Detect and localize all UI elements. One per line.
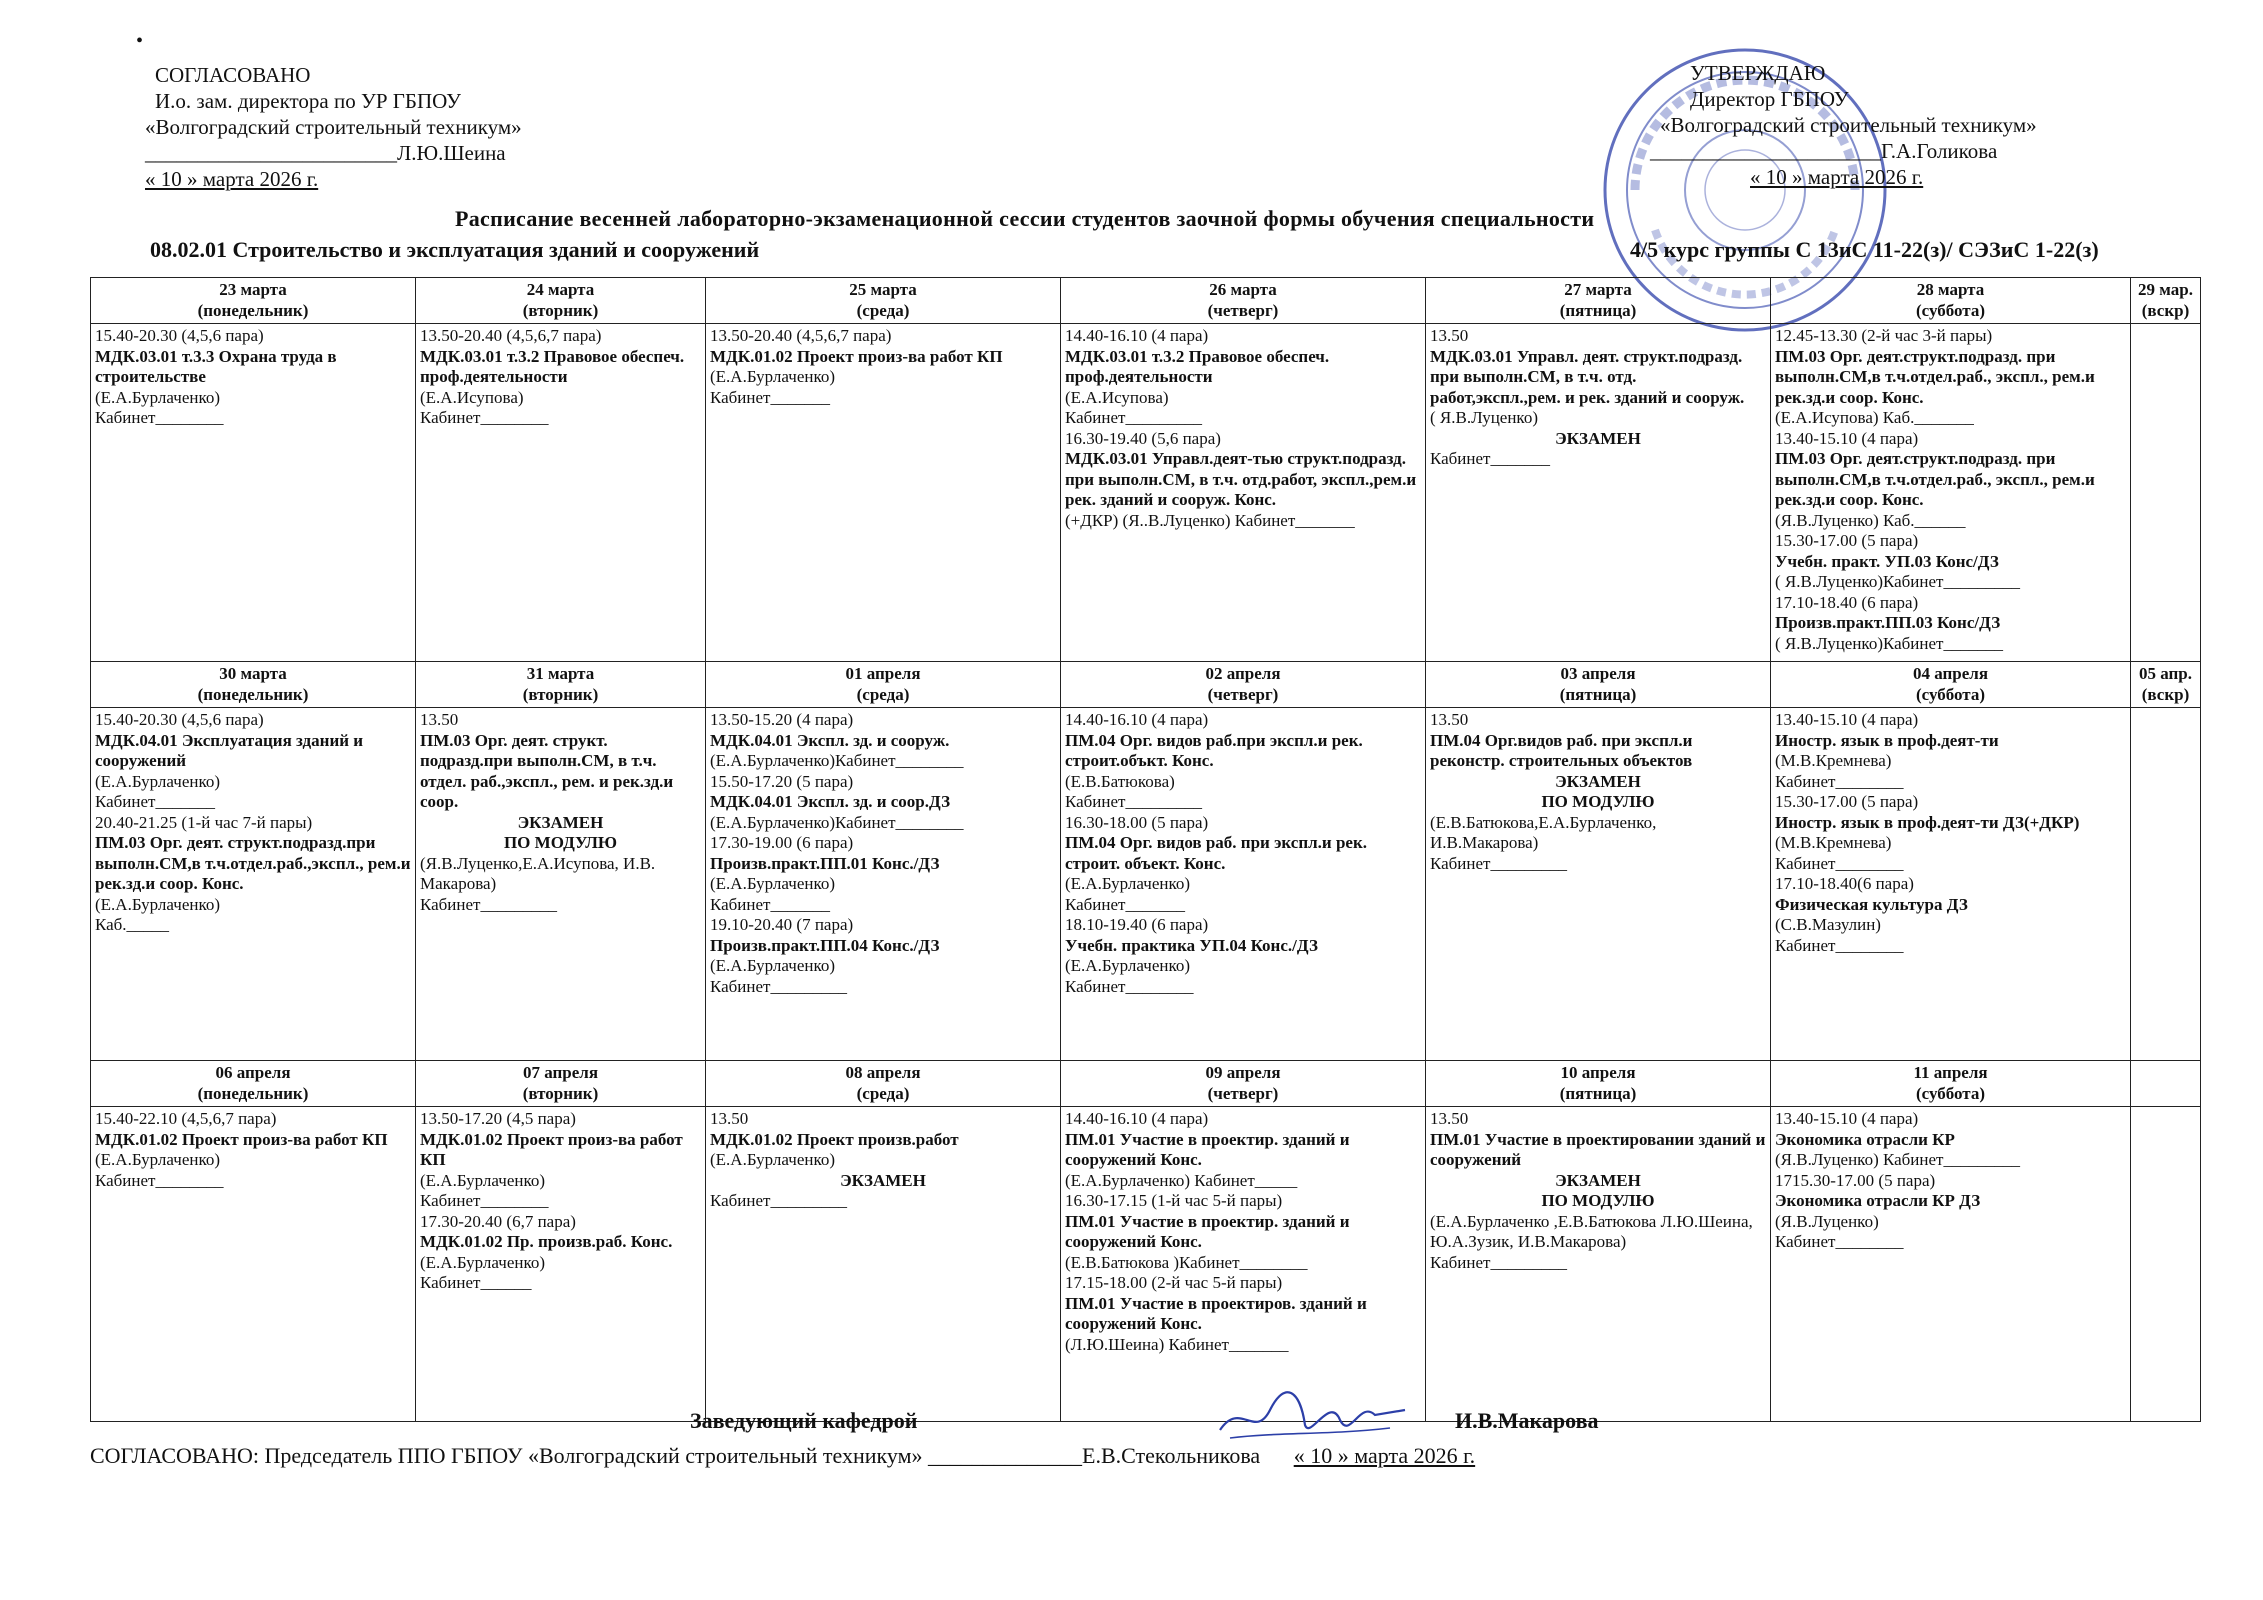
lesson-subject: МДК.04.01 Экспл. зд. и сооруж. (710, 730, 950, 750)
lesson-detail: (Е.А.Бурлаченко) (420, 1170, 546, 1190)
lesson-detail: Кабинет_______ (1430, 449, 1550, 468)
day-date: 23 марта (219, 280, 287, 299)
lesson-detail: Кабинет_______ (710, 387, 830, 407)
lesson-subject: МДК.03.01 Управл. деят. структ.подразд. при выполн.СМ, в т.ч. отд. работ,экспл.,рем. и рек. зданий и сооруж. (1430, 346, 1745, 407)
lesson-detail: Кабинет________ (420, 1191, 549, 1210)
lesson-detail: (Е.А.Исупова) Каб._______ (1775, 408, 1974, 427)
lesson-detail: 14.40-16.10 (4 пара) (1065, 1109, 1209, 1128)
day-schedule-cell (416, 1107, 706, 1422)
union-approval-text: СОГЛАСОВАНО: Председатель ППО ГБПОУ «Волгоградский строительный техникум» ______________Е.В.Стекольникова (90, 1443, 1261, 1468)
lesson-subject: МДК.03.01 Управл.деят-тью структ.подразд. при выполн.СМ, в т.ч. отд.работ, экспл.,рем.и рек. зданий и сооруж. Конс. (1065, 449, 1417, 509)
day-header (416, 1061, 706, 1107)
day-schedule-cell (1771, 324, 2131, 662)
lessons-row (91, 324, 2201, 662)
day-weekday: (среда) (856, 1083, 910, 1103)
lesson-subject: ПМ.03 Орг. деят. структ. подразд.при выполн.СМ, в т.ч. отдел. раб.,экспл., рем. и рек.зд.и соор. (420, 730, 674, 811)
day-weekday: (вскр) (2141, 684, 2190, 704)
lesson-detail: (Е.А.Бурлаченко) (420, 1252, 546, 1272)
lesson-detail: 12.45-13.30 (2-й час 3-й пары) (1775, 326, 1993, 345)
schedule-table (90, 277, 2201, 1422)
lesson-detail: Кабинет_________ (1065, 408, 1202, 427)
day-weekday: (пятница) (1559, 684, 1637, 704)
approval-right-line3: «Волгоградский строительный техникум» (1660, 113, 2037, 137)
day-date: 27 марта (1564, 280, 1632, 299)
head-of-department-name: И.В.Макарова (1455, 1408, 1599, 1433)
lesson-detail: 19.10-20.40 (7 пара) (710, 915, 854, 934)
lesson-detail: Кабинет______ (420, 1273, 532, 1292)
lesson-subject: МДК.04.01 Эксплуатация зданий и сооружений (95, 730, 364, 770)
lesson-detail: (М.В.Кремнева) (1775, 833, 1892, 852)
lesson-detail: 13.50 (1430, 326, 1469, 345)
approval-left-line4: ________________________Л.Ю.Шеина (145, 141, 506, 165)
exam-label: ПО МОДУЛЮ (1541, 792, 1655, 811)
day-date: 08 апреля (845, 1063, 921, 1082)
day-weekday: (вскр) (2141, 300, 2190, 320)
exam-label: ЭКЗАМЕН (840, 1170, 926, 1190)
lesson-detail: Кабинет________ (1775, 771, 1904, 791)
day-header (2131, 1061, 2201, 1107)
lesson-subject: Произв.практ.ПП.03 Конс/ДЗ (1775, 613, 2001, 632)
day-header (1771, 662, 2131, 708)
lesson-detail: 13.50-20.40 (4,5,6,7 пара) (710, 326, 892, 345)
day-header (2131, 662, 2201, 708)
lesson-subject: МДК.03.01 т.3.3 Охрана труда в строительстве (95, 346, 337, 386)
approval-block-right (1650, 60, 2037, 190)
lesson-detail: (Е.А.Бурлаченко) Кабинет_____ (1065, 1170, 1298, 1190)
day-header (1061, 662, 1426, 708)
day-header (1061, 278, 1426, 324)
day-weekday: (четверг) (1207, 300, 1279, 320)
day-header (91, 278, 416, 324)
day-header (2131, 278, 2201, 324)
lesson-subject: ПМ.01 Участие в проектиров. зданий и сооружений Конс. (1065, 1293, 1367, 1333)
day-schedule-cell (2131, 1107, 2201, 1422)
lesson-detail: ( Я.В.Луценко)Кабинет_________ (1775, 572, 2020, 591)
day-header (416, 278, 706, 324)
lesson-detail: (Я.В.Луценко) (1775, 1211, 1879, 1231)
day-date: 31 марта (526, 664, 595, 683)
day-date: 25 марта (849, 280, 917, 299)
day-schedule-cell (1771, 708, 2131, 1061)
lesson-subject: Учебн. практ. УП.03 Конс/ДЗ (1775, 551, 1999, 571)
day-schedule-cell (706, 708, 1061, 1061)
lesson-subject: Учебн. практика УП.04 Конс./ДЗ (1065, 935, 1318, 955)
lesson-subject: ПМ.01 Участие в проектир. зданий и сооружений Конс. (1065, 1211, 1350, 1251)
day-date: 09 апреля (1205, 1063, 1281, 1082)
lesson-detail: 13.50 (710, 1109, 749, 1128)
lesson-detail: Кабинет_________ (710, 1191, 847, 1210)
day-date: 03 апреля (1560, 664, 1636, 683)
exam-label: ЭКЗАМЕН (1555, 428, 1641, 448)
lesson-subject: Иностр. язык в проф.деят-ти ДЗ(+ДКР) (1775, 812, 2080, 832)
lesson-subject: Экономика отрасли КР ДЗ (1775, 1191, 1981, 1210)
day-date: 06 апреля (215, 1063, 291, 1082)
lesson-subject: ПМ.04 Орг. видов раб. при экспл.и рек. строит. объект. Конс. (1065, 833, 1368, 873)
lesson-detail: 15.40-22.10 (4,5,6,7 пара) (95, 1109, 277, 1128)
head-of-department-label: Заведующий кафедрой (690, 1408, 918, 1433)
lesson-subject: Экономика отрасли КР (1775, 1129, 1955, 1149)
lesson-detail: (Е.А.Бурлаченко) (1065, 874, 1191, 893)
lesson-detail: 18.10-19.40 (6 пара) (1065, 915, 1209, 934)
union-approval-date: « 10 » марта 2026 г. (1293, 1443, 1476, 1468)
lesson-detail: (Е.А.Исупова) (420, 387, 524, 407)
lesson-subject: ПМ.01 Участие в проектир. зданий и сооружений Конс. (1065, 1129, 1350, 1169)
lesson-detail: 17.10-18.40(6 пара) (1775, 874, 1914, 893)
exam-label: ПО МОДУЛЮ (503, 833, 618, 852)
lesson-detail: Кабинет_________ (1430, 1252, 1567, 1272)
date-header-row (91, 278, 2201, 324)
lesson-detail: Кабинет_______ (710, 894, 830, 914)
day-schedule-cell (416, 708, 706, 1061)
day-header (1771, 278, 2131, 324)
lesson-detail: 14.40-16.10 (4 пара) (1065, 326, 1209, 345)
day-schedule-cell (1061, 324, 1426, 662)
day-schedule-cell (706, 1107, 1061, 1422)
lesson-detail: 13.40-15.10 (4 пара) (1775, 710, 1919, 729)
union-approval-line (90, 1443, 1475, 1469)
lesson-detail: (Е.А.Бурлаченко) (710, 874, 836, 893)
day-weekday: (суббота) (1915, 300, 1986, 320)
lesson-detail: Кабинет________ (95, 408, 224, 427)
day-date: 11 апреля (1913, 1063, 1988, 1082)
day-date: 02 апреля (1205, 664, 1281, 683)
day-weekday: (вторник) (522, 684, 599, 704)
lesson-detail: 17.30-19.00 (6 пара) (710, 833, 854, 852)
lesson-detail: 13.50-15.20 (4 пара) (710, 710, 854, 729)
lesson-detail: 16.30-19.40 (5,6 пара) (1065, 428, 1221, 448)
approval-right-line4: ______________________Г.А.Голикова (1650, 139, 1998, 163)
lesson-subject: МДК.01.02 Пр. произв.раб. Конс. (420, 1232, 673, 1251)
lesson-detail: Кабинет_________ (710, 976, 847, 996)
lesson-detail: 15.30-17.00 (5 пара) (1775, 531, 1919, 550)
lesson-detail: 13.50 (1430, 710, 1469, 729)
lesson-detail: Кабинет________ (1775, 935, 1904, 955)
day-schedule-cell (2131, 324, 2201, 662)
approval-right-line1: УТВЕРЖДАЮ (1690, 61, 1826, 85)
day-schedule-cell (91, 708, 416, 1061)
day-weekday: (пятница) (1559, 300, 1637, 320)
day-weekday: (пятница) (1559, 1083, 1637, 1103)
day-schedule-cell (1061, 708, 1426, 1061)
day-date: 30 марта (219, 664, 287, 683)
lesson-subject: МДК.03.01 т.3.2 Правовое обеспеч. проф.деятельности (420, 346, 685, 386)
lesson-detail: (Л.Ю.Шеина) Кабинет_______ (1065, 1334, 1289, 1354)
lesson-detail: 16.30-18.00 (5 пара) (1065, 812, 1209, 832)
day-weekday: (среда) (856, 300, 910, 320)
lesson-detail: 13.40-15.10 (4 пара) (1775, 1109, 1919, 1128)
approval-right-line2: Директор ГБПОУ (1690, 87, 1849, 111)
day-date: 01 апреля (845, 664, 921, 683)
lesson-detail: 17.30-20.40 (6,7 пара) (420, 1211, 576, 1231)
day-date: 05 апр. (2138, 664, 2193, 683)
lesson-detail: (Я.В.Луценко) Кабинет_________ (1775, 1150, 2020, 1169)
lesson-detail: 13.40-15.10 (4 пара) (1775, 428, 1919, 448)
day-date: 26 марта (1209, 280, 1277, 299)
day-header (706, 662, 1061, 708)
specialty-line: 08.02.01 Строительство и эксплуатация зданий и сооружений (150, 237, 760, 262)
day-header (416, 662, 706, 708)
lesson-detail: 13.50-20.40 (4,5,6,7 пара) (420, 326, 602, 345)
day-header (1061, 1061, 1426, 1107)
lesson-detail: Кабинет________ (1065, 976, 1194, 996)
lesson-detail: Кабинет_________ (420, 894, 557, 914)
lesson-subject: ПМ.03 Орг. деят.структ.подразд. при выполн.СМ,в т.ч.отдел.раб., экспл., рем.и рек.зд.и соор. Конс. (1775, 449, 2095, 509)
groups-line: 4/5 курс группы С 13иС 11-22(з)/ СЭЗиС 1-22(з) (1630, 237, 2099, 262)
lesson-detail: (Е.А.Бурлаченко) (95, 894, 221, 914)
day-weekday: (суббота) (1915, 1083, 1986, 1103)
lesson-detail: (Е.А.Бурлаченко) (95, 387, 221, 407)
lesson-detail: 13.50 (1430, 1109, 1469, 1128)
lesson-detail: 13.50-17.20 (4,5 пара) (420, 1109, 576, 1128)
day-weekday: (понедельник) (197, 684, 309, 704)
lesson-subject: ПМ.01 Участие в проектировании зданий и сооружений (1430, 1129, 1766, 1169)
day-header (91, 662, 416, 708)
lesson-subject: Иностр. язык в проф.деят-ти (1775, 730, 1999, 750)
lesson-detail: 20.40-21.25 (1-й час 7-й пары) (95, 812, 313, 832)
lesson-detail: Кабинет_________ (1065, 792, 1202, 811)
lesson-subject: МДК.01.02 Проект произ-ва работ КП (95, 1129, 388, 1149)
lesson-detail: (Е.В.Батюкова) (1065, 771, 1175, 791)
lesson-detail: (Е.В.Батюкова )Кабинет________ (1065, 1252, 1308, 1272)
day-weekday: (вторник) (522, 1083, 599, 1103)
day-schedule-cell (1061, 1107, 1426, 1422)
day-header (91, 1061, 416, 1107)
lesson-detail: 1715.30-17.00 (5 пара) (1775, 1170, 1936, 1190)
exam-label: ЭКЗАМЕН (517, 812, 604, 832)
lesson-detail: (Е.А.Бурлаченко) (95, 771, 221, 791)
day-header (1426, 278, 1771, 324)
lesson-subject: Физическая культура ДЗ (1775, 894, 1968, 914)
lesson-subject: Произв.практ.ПП.04 Конс./ДЗ (710, 935, 940, 955)
day-schedule-cell (1426, 708, 1771, 1061)
lesson-detail: 17.10-18.40 (6 пара) (1775, 592, 1919, 612)
day-schedule-cell (91, 324, 416, 662)
lesson-detail: ( Я.В.Луценко)Кабинет_______ (1775, 633, 2003, 653)
date-header-row (91, 662, 2201, 708)
lesson-detail: 15.40-20.30 (4,5,6 пара) (95, 710, 264, 729)
exam-label: ЭКЗАМЕН (1555, 771, 1641, 791)
day-schedule-cell (1426, 324, 1771, 662)
day-date: 04 апреля (1912, 664, 1989, 683)
approval-right-date: « 10 » марта 2026 г. (1750, 165, 1924, 189)
lesson-subject: ПМ.04 Орг.видов раб. при экспл.и реконстр. строительных объектов (1430, 730, 1693, 770)
document-title: Расписание весенней лабораторно-экзаменационной сессии студентов заочной формы обучения специальности (455, 206, 1595, 231)
day-weekday: (суббота) (1915, 684, 1986, 704)
day-weekday: (четверг) (1207, 1083, 1279, 1103)
day-header (1771, 1061, 2131, 1107)
lesson-detail: 13.50 (420, 710, 459, 729)
day-date: 10 апреля (1560, 1063, 1636, 1082)
lesson-detail: 15.50-17.20 (5 пара) (710, 771, 854, 791)
day-date: 28 марта (1916, 280, 1985, 299)
date-header-row (91, 1061, 2201, 1107)
lesson-detail: Кабинет________ (95, 1170, 224, 1190)
lesson-detail: Кабинет________ (1775, 853, 1904, 873)
day-weekday: (понедельник) (197, 300, 309, 320)
lesson-detail: (Я.В.Луценко) Каб.______ (1775, 510, 1966, 530)
day-weekday: (вторник) (522, 300, 599, 320)
day-weekday: (четверг) (1207, 684, 1279, 704)
lesson-detail: 17.15-18.00 (2-й час 5-й пары) (1065, 1273, 1283, 1292)
lesson-detail: (+ДКР) (Я..В.Луценко) Кабинет_______ (1065, 510, 1355, 530)
lesson-detail: (Е.А.Бурлаченко) (95, 1150, 221, 1169)
day-date: 07 апреля (522, 1063, 599, 1082)
day-schedule-cell (1426, 1107, 1771, 1422)
exam-label: ПО МОДУЛЮ (1541, 1191, 1655, 1210)
lesson-detail: (Е.А.Бурлаченко) (710, 1150, 836, 1169)
lesson-detail: (Е.А.Бурлаченко) (710, 956, 836, 975)
lesson-detail: 15.40-20.30 (4,5,6 пара) (95, 326, 264, 345)
lesson-detail: (М.В.Кремнева) (1775, 751, 1892, 770)
lesson-detail: Каб._____ (95, 915, 170, 934)
dot-mark: • (136, 30, 144, 52)
lesson-subject: МДК.03.01 т.3.2 Правовое обеспеч. проф.деятельности (1065, 346, 1330, 386)
lesson-detail: (Е.А.Бурлаченко ,Е.В.Батюкова Л.Ю.Шеина, Ю.А.Зузик, И.В.Макарова) (1430, 1211, 1753, 1251)
lesson-subject: МДК.01.02 Проект произв.работ (710, 1129, 959, 1149)
lesson-subject: ПМ.04 Орг. видов раб.при экспл.и рек. строит.объкт. Конс. (1065, 730, 1363, 770)
lesson-detail: Кабинет_________ (1430, 853, 1567, 873)
lesson-subject: МДК.04.01 Экспл. зд. и соор.ДЗ (710, 792, 951, 811)
lesson-detail: (Я.В.Луценко,Е.А.Исупова, И.В. Макарова) (420, 853, 656, 893)
lesson-detail: (Е.В.Батюкова,Е.А.Бурлаченко, И.В.Макарова) (1430, 812, 1657, 852)
approval-block-left (145, 62, 522, 192)
lesson-subject: МДК.01.02 Проект произ-ва работ КП (420, 1129, 683, 1169)
approval-left-date: « 10 » марта 2026 г. (145, 167, 319, 191)
day-schedule-cell (416, 324, 706, 662)
lesson-detail: 16.30-17.15 (1-й час 5-й пары) (1065, 1191, 1283, 1210)
lesson-detail: (Е.А.Бурлаченко)Кабинет________ (710, 751, 964, 770)
day-date: 24 марта (526, 280, 595, 299)
day-weekday: (среда) (856, 684, 910, 704)
lesson-detail: 14.40-16.10 (4 пара) (1065, 710, 1209, 729)
lesson-detail: Кабинет_______ (1065, 894, 1185, 914)
day-schedule-cell (2131, 708, 2201, 1061)
lesson-subject: ПМ.03 Орг. деят. структ.подразд.при выполн.СМ,в т.ч.отдел.раб.,экспл., рем.и рек.зд.и соор. Конс. (95, 833, 411, 893)
exam-label: ЭКЗАМЕН (1555, 1170, 1641, 1190)
lesson-detail: 15.30-17.00 (5 пара) (1775, 792, 1919, 811)
day-schedule-cell (91, 1107, 416, 1422)
approval-left-line3: «Волгоградский строительный техникум» (145, 115, 522, 139)
day-header (706, 278, 1061, 324)
lesson-subject: ПМ.03 Орг. деят.структ.подразд. при выполн.СМ,в т.ч.отдел.раб., экспл., рем.и рек.зд.и соор. Конс. (1775, 346, 2095, 407)
day-schedule-cell (1771, 1107, 2131, 1422)
day-schedule-cell (706, 324, 1061, 662)
lesson-subject: МДК.01.02 Проект произ-ва работ КП (710, 346, 1003, 366)
lessons-row (91, 708, 2201, 1061)
day-header (1426, 662, 1771, 708)
lesson-detail: (С.В.Мазулин) (1775, 915, 1881, 934)
handwritten-signature (1210, 1380, 1410, 1450)
lesson-detail: (Е.А.Бурлаченко) (1065, 956, 1191, 975)
lesson-detail: ( Я.В.Луценко) (1430, 408, 1538, 427)
day-header (1426, 1061, 1771, 1107)
lesson-detail: Кабинет_______ (95, 792, 215, 811)
lesson-subject: Произв.практ.ПП.01 Конс./ДЗ (710, 853, 940, 873)
approval-left-line2: И.о. зам. директора по УР ГБПОУ (155, 89, 461, 113)
approval-left-line1: СОГЛАСОВАНО (155, 63, 311, 87)
lesson-detail: (Е.А.Бурлаченко) (710, 367, 836, 386)
lesson-detail: (Е.А.Исупова) (1065, 387, 1169, 407)
lessons-row (91, 1107, 2201, 1422)
lesson-detail: Кабинет________ (420, 408, 549, 427)
day-date: 29 мар. (2138, 280, 2193, 299)
lesson-detail: (Е.А.Бурлаченко)Кабинет________ (710, 812, 964, 832)
day-header (706, 1061, 1061, 1107)
lesson-detail: Кабинет________ (1775, 1232, 1904, 1251)
day-weekday: (понедельник) (197, 1083, 309, 1103)
